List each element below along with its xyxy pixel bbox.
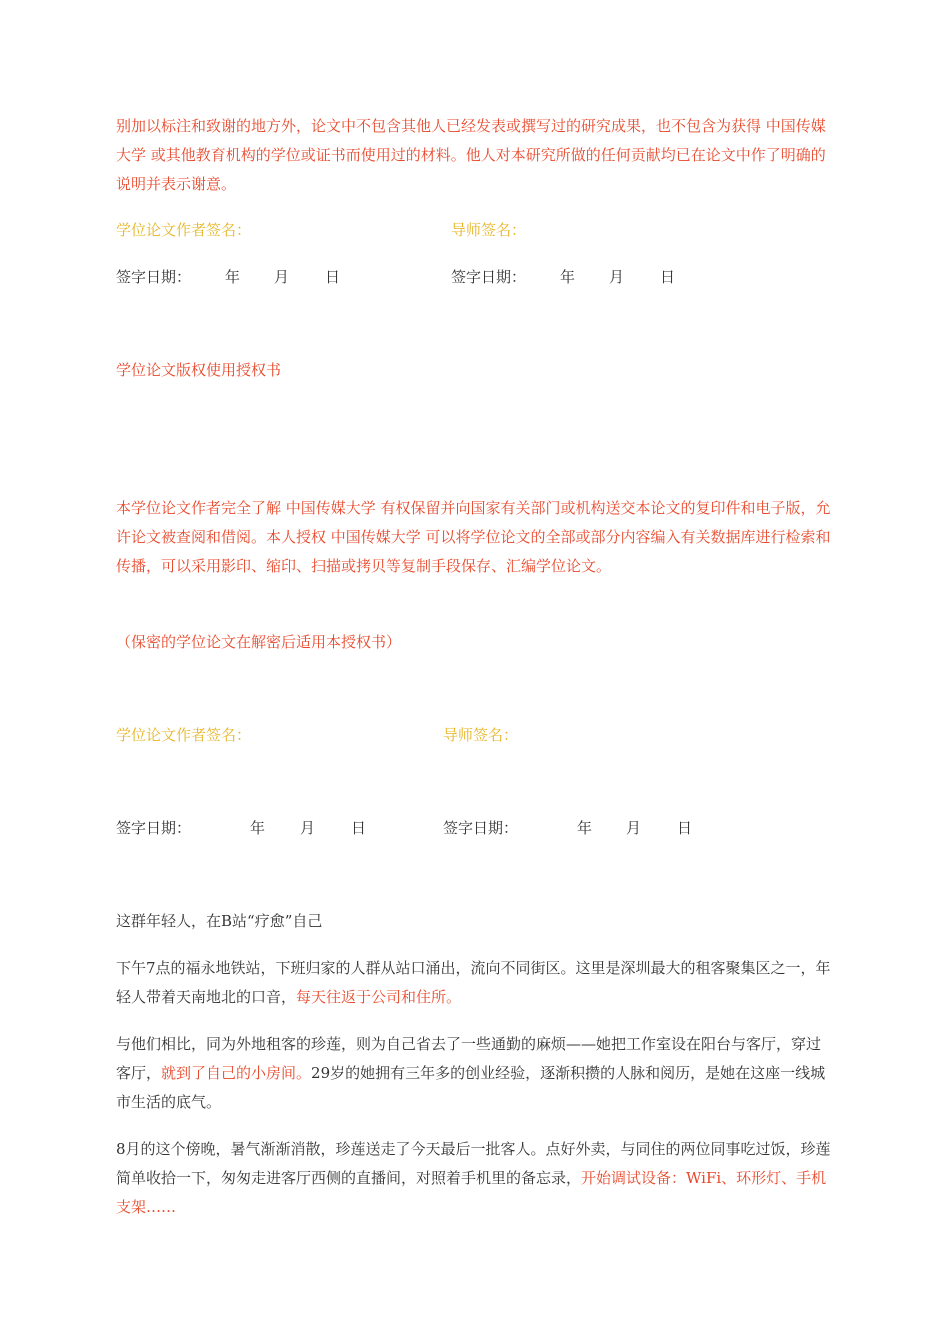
paragraph-text: 8月的这个傍晚，暑气渐渐消散，珍莲送走了今天最后一批客人。点好外卖，与同住的两位同事吃过饭，珍莲简单收拾一下，匆匆走进客厅西侧的直播间，对照着手机里的备忘录， (116, 1140, 831, 1187)
date-day: 日 (325, 268, 341, 286)
date-year: 年 (560, 268, 576, 286)
date-label: 签字日期： (116, 268, 192, 286)
article-paragraph-3 (116, 1135, 832, 1222)
author-signature-label: 学位论文作者签名： (116, 726, 252, 744)
authorization-note: （保密的学位论文在解密后适用本授权书） (116, 633, 402, 651)
advisor-signature-label: 导师签名： (443, 726, 519, 744)
highlighted-text: 每天往返于公司和住所。 (296, 988, 462, 1006)
paragraph-text: 下午7点的福永地铁站，下班归家的人群从站口涌出，流向不同街区。这里是深圳最大的租客聚集区之一，年轻人带着天南地北的口音， (116, 959, 831, 1006)
date-month: 月 (609, 268, 625, 286)
date-label: 签字日期： (116, 819, 192, 837)
article-paragraph-1 (116, 954, 832, 1012)
date-label: 签字日期： (451, 268, 527, 286)
date-month: 月 (300, 819, 316, 837)
date-label: 签字日期： (443, 819, 519, 837)
article-paragraph-2 (116, 1030, 832, 1117)
date-month: 月 (626, 819, 642, 837)
highlighted-text: 就到了自己的小房间。 (161, 1064, 312, 1082)
declaration-text: 别加以标注和致谢的地方外，论文中不包含其他人已经发表或撰写过的研究成果，也不包含为获得 中国传媒大学 或其他教育机构的学位或证书而使用过的材料。他人对本研究所做的任何贡献均已在论文中作了明确的说明并表示谢意。 (116, 117, 826, 193)
article-title: 这群年轻人，在B站“疗愈”自己 (116, 912, 323, 930)
date-day: 日 (660, 268, 676, 286)
highlighted-text: 开始调试设备：WiFi、环形灯、手机支架…… (116, 1169, 827, 1216)
date-year: 年 (577, 819, 593, 837)
date-year: 年 (250, 819, 266, 837)
authorization-body: 本学位论文作者完全了解 中国传媒大学 有权保留并向国家有关部门或机构送交本论文的复印件和电子版，允许论文被查阅和借阅。本人授权 中国传媒大学 可以将学位论文的全部或部分内容编入有关数据库进行检索和传播，可以采用影印、缩印、扫描或拷贝等复制手段保存、汇编学位论文。 (116, 499, 831, 575)
authorization-title: 学位论文版权使用授权书 (116, 361, 282, 379)
date-year: 年 (225, 268, 241, 286)
date-day: 日 (351, 819, 367, 837)
date-day: 日 (677, 819, 693, 837)
author-signature-label: 学位论文作者签名： (116, 221, 252, 239)
date-month: 月 (274, 268, 290, 286)
paragraph-text: 与他们相比，同为外地租客的珍莲，则为自己省去了一些通勤的麻烦——她把工作室设在阳台与客厅，穿过客厅， (116, 1035, 822, 1082)
advisor-signature-label: 导师签名： (451, 221, 527, 239)
paragraph-text: 29岁的她拥有三年多的创业经验，逐渐积攒的人脉和阅历，是她在这座一线城市生活的底气。 (116, 1064, 826, 1111)
